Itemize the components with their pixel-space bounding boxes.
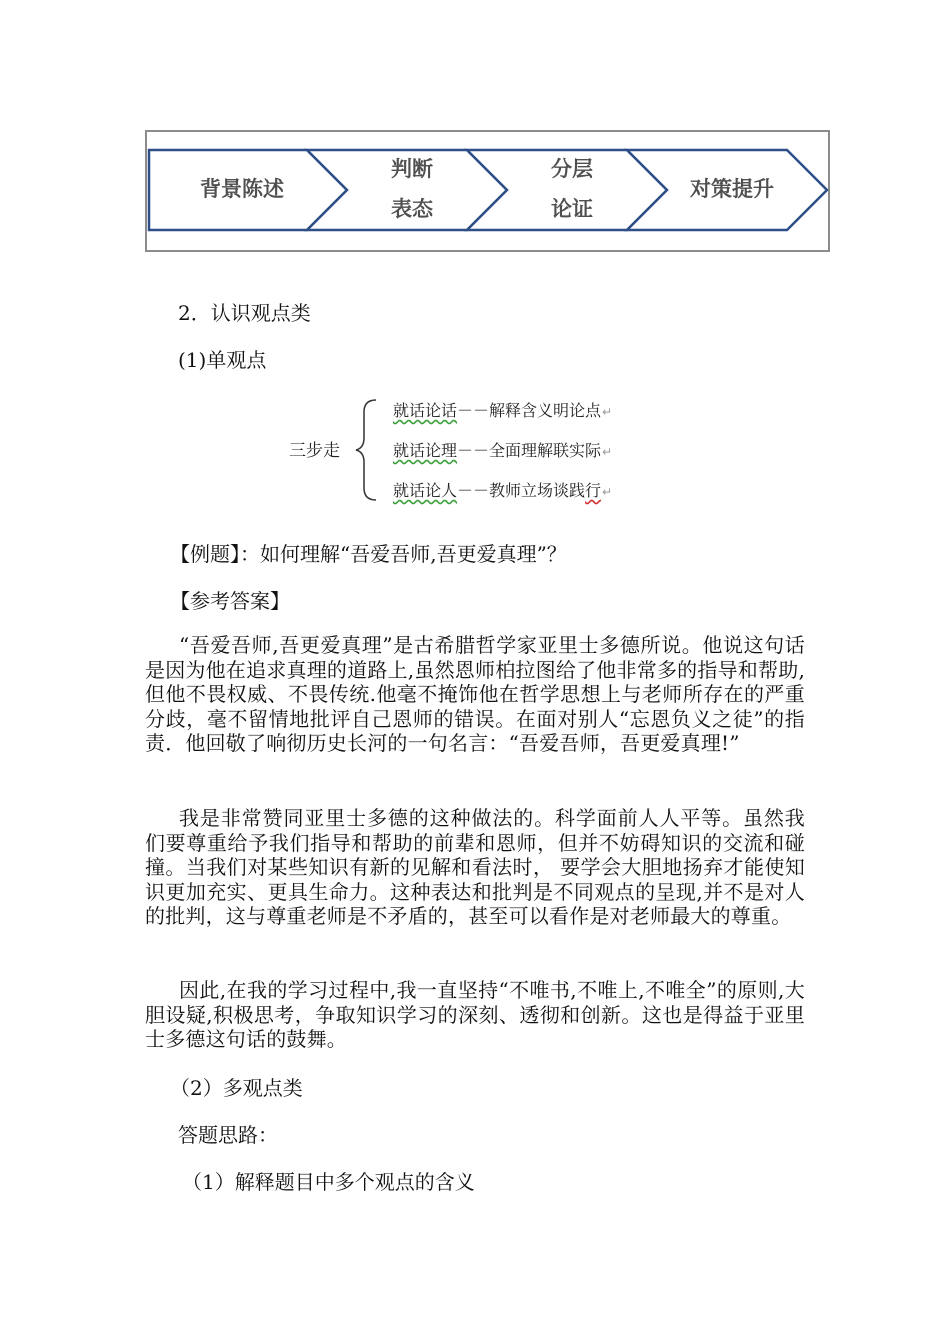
section-heading: 2．认识观点类 xyxy=(178,301,311,325)
example-question: 【例题】：如何理解“吾爱吾师,吾更爱真理”？ xyxy=(170,542,567,566)
three-steps-label: 三步走 xyxy=(289,441,340,461)
step-item-2-key: 就话论理 xyxy=(393,441,458,460)
step-item-3-desc: －－教师立场谈践 xyxy=(457,481,586,500)
flow-chart xyxy=(145,130,830,252)
paragraph-mark-icon: ↵ xyxy=(602,405,613,419)
step-item-2-desc: －－全面理解联实际 xyxy=(457,441,602,460)
answer-paragraph-1: “吾爱吾师,吾更爱真理”是古希腊哲学家亚里士多德所说。他说这句话是因为他在追求真理的道路上,虽然恩师柏拉图给了他非常多的指导和帮助,但他不畏权威、不畏传统.他毫不掩饰他在哲学思想上与老师所存在的严重分歧，毫不留情地批评自己恩师的错误。在面对别人“忘恩负义之徒”的指责．他回敬了响彻历史长河的一句名言：“吾爱吾师，吾更爱真理!” xyxy=(145,633,805,755)
flow-step-3-label xyxy=(507,149,637,229)
approach-label: 答题思路： xyxy=(178,1123,278,1147)
step-item-1-key: 就话论话 xyxy=(393,401,458,420)
step-item-1 xyxy=(393,398,612,421)
step-item-3-desc-end: 行 xyxy=(585,481,602,500)
sub-heading-single-view: (1)单观点 xyxy=(178,348,267,372)
flow-step-3-line1: 分层 xyxy=(551,157,593,181)
approach-point-1: （1）解释题目中多个观点的含义 xyxy=(182,1170,475,1194)
step-item-3 xyxy=(393,478,612,501)
flow-step-2-label xyxy=(347,149,477,229)
flow-step-2-line2: 表态 xyxy=(391,197,433,221)
flow-step-4-label: 对策提升 xyxy=(690,177,774,201)
sub-heading-multi-view: （2）多观点类 xyxy=(170,1076,303,1100)
step-item-1-desc: －－解释含义明论点 xyxy=(457,401,602,420)
step-item-3-key: 就话论人 xyxy=(393,481,458,500)
flow-step-2-line1: 判断 xyxy=(391,157,433,181)
flow-step-3-line2: 论证 xyxy=(551,197,593,221)
curly-brace-icon xyxy=(354,398,384,502)
paragraph-mark-icon: ↵ xyxy=(602,485,613,499)
step-item-2 xyxy=(393,438,612,461)
paragraph-mark-icon: ↵ xyxy=(602,445,613,459)
answer-paragraph-3: 因此,在我的学习过程中,我一直坚持“不唯书,不唯上,不唯全”的原则,大胆设疑,积极思考，争取知识学习的深刻、透彻和创新。这也是得益于亚里士多德这句话的鼓舞。 xyxy=(145,978,805,1051)
answer-label: 【参考答案】 xyxy=(170,589,290,613)
answer-paragraph-2: 我是非常赞同亚里士多德的这种做法的。科学面前人人平等。虽然我们要尊重给予我们指导和帮助的前辈和恩师，但并不妨碍知识的交流和碰撞。当我们对某些知识有新的见解和看法时， 要学会大胆地扬弃才能使知识更加充实、更具生命力。这种表达和批判是不同观点的呈现,并不是对人的批判，这与尊重老师是不矛盾的，甚至可以看作是对老师最大的尊重。 xyxy=(145,806,805,928)
flow-step-1-label: 背景陈述 xyxy=(200,177,284,201)
